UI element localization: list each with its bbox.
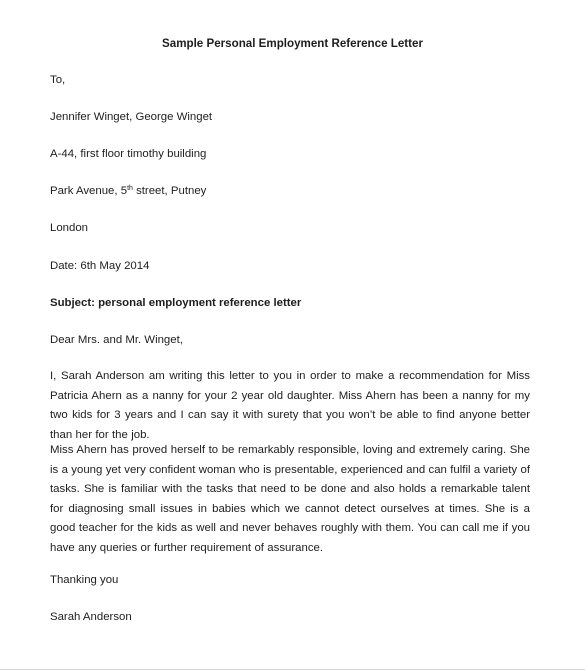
address-city: London	[50, 222, 89, 234]
letter-title: Sample Personal Employment Reference Letter	[162, 37, 423, 50]
recipient-names: Jennifer Winget, George Winget	[50, 111, 213, 123]
letter-greeting: Dear Mrs. and Mr. Winget,	[50, 334, 183, 346]
letter-signature: Sarah Anderson	[50, 611, 132, 623]
letter-closing: Thanking you	[50, 574, 119, 586]
address-line-2	[50, 184, 206, 198]
address-line-1: A-44, first floor timothy building	[50, 148, 207, 160]
address-line-2-end: street, Putney	[132, 185, 207, 197]
letter-subject: Subject: personal employment reference letter	[50, 297, 302, 309]
salutation-to: To,	[50, 74, 66, 86]
body-paragraph-1: I, Sarah Anderson am writing this letter to you in order to make a recommendation for Miss Patricia Ahern as a nanny for your 2 year old daughter. Miss Ahern has been a nanny for my two kids for 3 years and I can say it with surety that you won’t be able to find anyone better than her for the job.	[50, 370, 530, 441]
letter-date: Date: 6th May 2014	[50, 260, 150, 272]
body-paragraph-2: Miss Ahern has proved herself to be remarkably responsible, loving and extremely caring. She is a young yet very confident woman who is presentable, experienced and can fulfil a variety of tasks. She is familiar with the tasks that need to be done and also holds a remarkable talent for diagnosing small issues in babies which we cannot detect ourselves at times. She is a good teacher for the kids as well and never behaves roughly with them. You can call me if you have any queries or further requirement of assurance.	[50, 444, 530, 554]
ordinal-suffix: th	[127, 185, 133, 192]
address-line-2-start: Park Avenue, 5	[50, 185, 128, 197]
